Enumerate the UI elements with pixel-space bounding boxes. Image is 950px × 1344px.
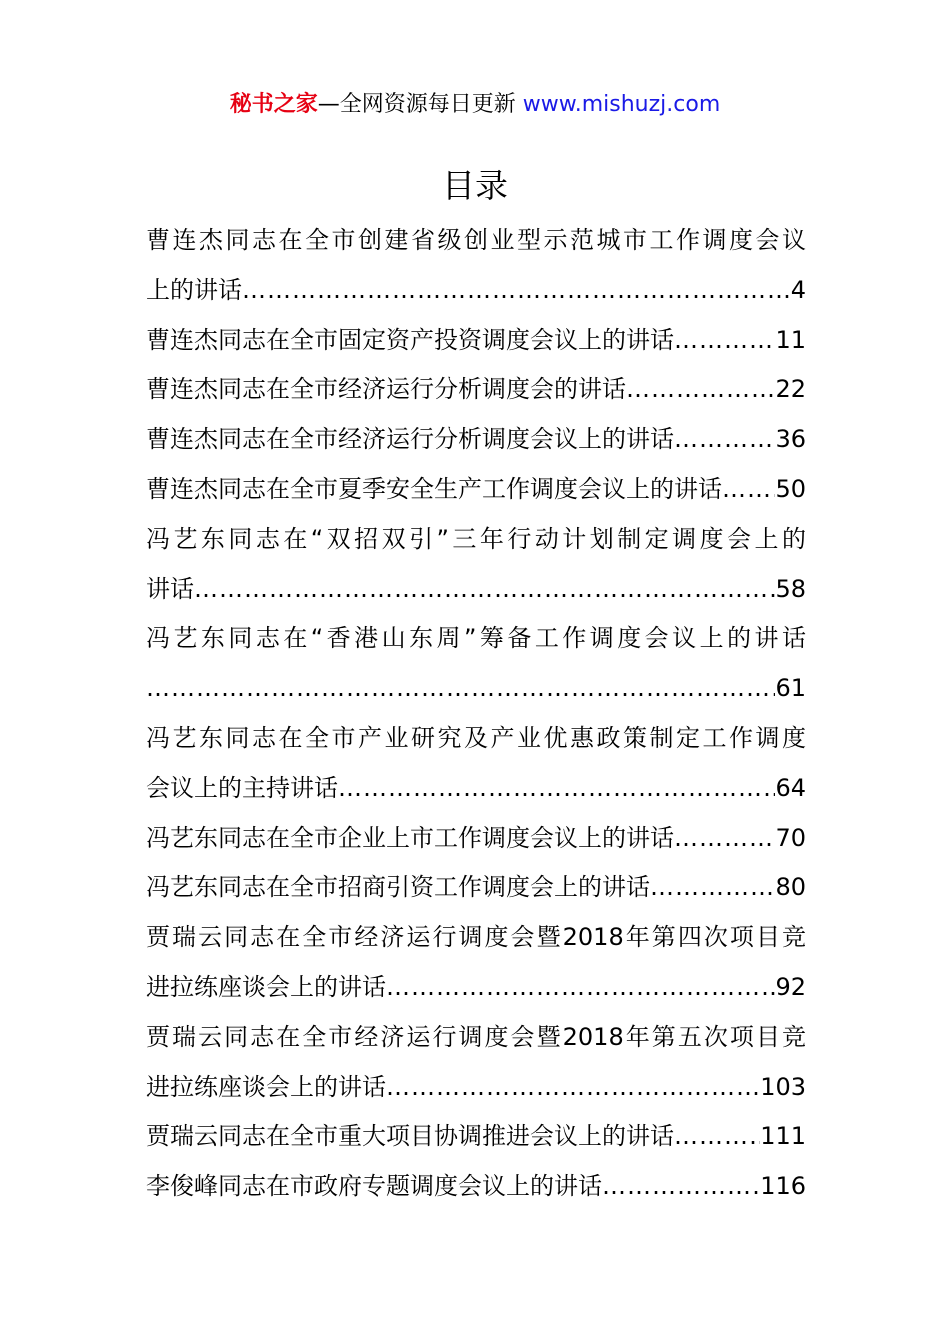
toc-entry-title: 贾瑞云同志在全市重大项目协调推进会议上的讲话 — [146, 1122, 674, 1151]
toc-page-number: 92 — [775, 972, 806, 1001]
toc-entry-title-cont: 讲话 — [146, 574, 194, 603]
toc-entry-title: 曹连杰同志在全市夏季安全生产工作调度会议上的讲话 — [146, 474, 722, 503]
toc-entry[interactable] — [146, 1112, 806, 1162]
toc-entry[interactable] — [146, 913, 806, 1013]
toc-entry-title: 冯艺东同志在全市招商引资工作调度会上的讲话 — [146, 873, 650, 902]
toc-page-number: 61 — [775, 674, 806, 703]
toc-page-number: 36 — [775, 425, 806, 454]
toc-entry-title: 冯艺东同志在“香港山东周”筹备工作调度会议上的讲话 — [146, 624, 806, 653]
header-tagline: —全网资源每日更新 — [317, 92, 523, 117]
toc-entry[interactable] — [146, 1162, 806, 1212]
dot-leader — [674, 814, 775, 864]
toc-entry[interactable] — [146, 1013, 806, 1113]
toc-entry-title: 曹连杰同志在全市经济运行分析调度会的讲话 — [146, 375, 626, 404]
page-title: 目录 — [442, 166, 508, 205]
toc-page-number: 116 — [760, 1172, 806, 1201]
toc-page-number: 103 — [760, 1072, 806, 1101]
dot-leader — [674, 1112, 760, 1162]
toc-entry-title: 曹连杰同志在全市固定资产投资调度会议上的讲话 — [146, 325, 674, 354]
dot-leader — [242, 266, 791, 316]
toc-page-number: 22 — [775, 375, 806, 404]
toc-entry[interactable] — [146, 814, 806, 864]
toc-entry-title: 冯艺东同志在全市企业上市工作调度会议上的讲话 — [146, 823, 674, 852]
dot-leader — [650, 863, 775, 913]
toc-entry-title: 冯艺东同志在全市产业研究及产业优惠政策制定工作调度 — [146, 723, 806, 752]
toc-entry-title: 曹连杰同志在全市创建省级创业型示范城市工作调度会议 — [146, 226, 806, 254]
site-header — [0, 88, 950, 122]
toc-page-number: 4 — [790, 275, 806, 304]
toc-entry[interactable] — [146, 863, 806, 913]
dot-leader — [338, 764, 775, 814]
dot-leader — [386, 963, 775, 1013]
toc-entry[interactable] — [146, 216, 806, 316]
toc-page-number: 70 — [775, 823, 806, 852]
toc-page-number: 11 — [775, 325, 806, 354]
toc-entry[interactable] — [146, 316, 806, 366]
dot-leader — [674, 415, 775, 465]
toc-page-number: 80 — [775, 873, 806, 902]
dot-leader — [602, 1162, 760, 1212]
dot-leader — [146, 664, 775, 714]
dot-leader — [722, 465, 775, 515]
brand-name: 秘书之家 — [229, 92, 318, 117]
dot-leader — [626, 365, 775, 415]
toc-entry[interactable] — [146, 614, 806, 714]
toc-entry-title: 曹连杰同志在全市经济运行分析调度会议上的讲话 — [146, 425, 674, 454]
toc-entry[interactable] — [146, 365, 806, 415]
toc-entry[interactable] — [146, 415, 806, 465]
toc-entry-title-cont: 上的讲话 — [146, 275, 242, 304]
dot-leader — [194, 565, 775, 615]
toc-entry-title-cont: 会议上的主持讲话 — [146, 773, 338, 802]
toc-entry-title: 冯艺东同志在“双招双引”三年行动计划制定调度会上的 — [146, 524, 806, 553]
toc-entry-title: 贾瑞云同志在全市经济运行调度会暨2018年第五次项目竞 — [146, 1022, 806, 1051]
toc-page-number: 50 — [775, 474, 806, 503]
dot-leader — [674, 316, 775, 366]
toc-entry-title-cont: 进拉练座谈会上的讲话 — [146, 972, 386, 1001]
toc-entry[interactable] — [146, 714, 806, 814]
table-of-contents — [146, 216, 806, 1212]
dot-leader — [386, 1063, 760, 1113]
toc-entry[interactable] — [146, 515, 806, 615]
toc-entry-title: 贾瑞云同志在全市经济运行调度会暨2018年第四次项目竞 — [146, 923, 806, 952]
toc-entry[interactable] — [146, 465, 806, 515]
toc-entry-title: 李俊峰同志在市政府专题调度会议上的讲话 — [146, 1172, 602, 1201]
toc-page-number: 64 — [775, 773, 806, 802]
toc-page-number: 111 — [760, 1122, 806, 1151]
site-url-link[interactable]: www.mishuzj.com — [522, 92, 721, 117]
toc-entry-title-cont: 进拉练座谈会上的讲话 — [146, 1072, 386, 1101]
toc-page-number: 58 — [775, 574, 806, 603]
